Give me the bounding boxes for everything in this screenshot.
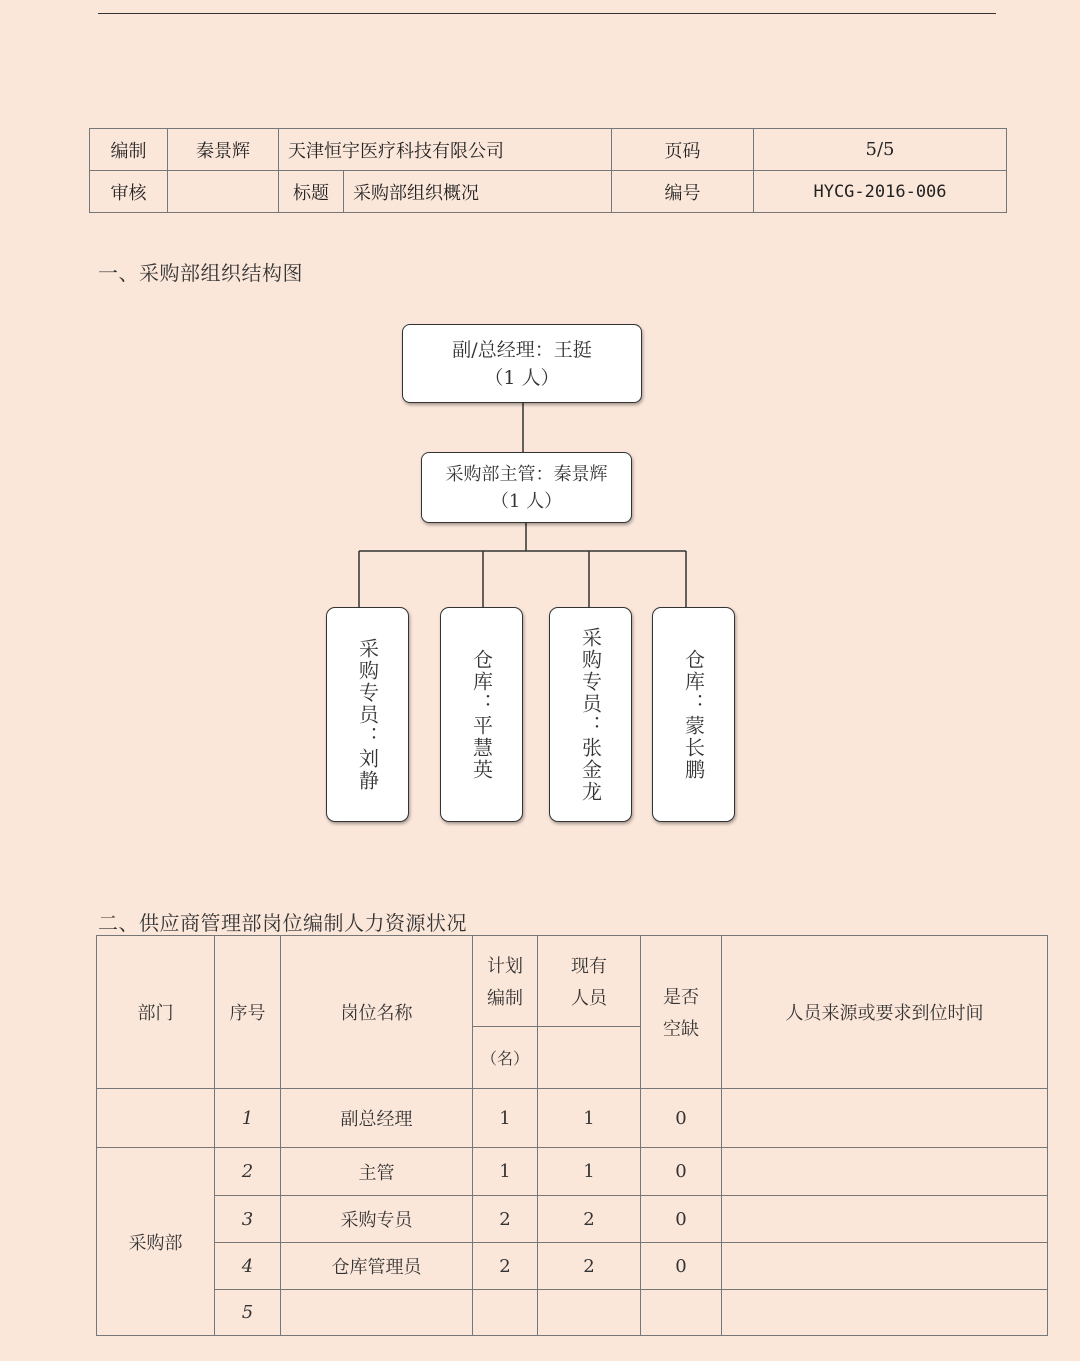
seq-cell: 3 xyxy=(215,1196,281,1243)
org-box-purchasing-manager-count: （1 人） xyxy=(490,490,563,512)
vacant-cell: 0 xyxy=(641,1196,722,1243)
header-vacant xyxy=(641,936,722,1089)
header-seq: 序号 xyxy=(215,936,281,1089)
dept-cell-empty xyxy=(97,1089,215,1148)
org-box-general-manager-name: 副/总经理：王挺 xyxy=(452,338,592,361)
header-dept: 部门 xyxy=(97,936,215,1089)
header-current-line1: 现有 xyxy=(571,956,607,977)
title-value: 采购部组织概况 xyxy=(344,171,612,213)
position-cell xyxy=(281,1290,473,1336)
staffing-table xyxy=(96,935,1048,1336)
org-box-purchasing-manager-name: 采购部主管：秦景辉 xyxy=(445,463,608,485)
table-row xyxy=(97,1243,1048,1290)
org-box-purchasing-manager xyxy=(421,452,632,523)
header-vacant-line1: 是否 xyxy=(663,987,699,1008)
title-label: 标题 xyxy=(279,171,344,213)
position-cell: 主管 xyxy=(281,1148,473,1196)
table-row xyxy=(97,1148,1048,1196)
review-label: 审核 xyxy=(90,171,168,213)
header-vacant-line2: 空缺 xyxy=(663,1019,699,1040)
org-box-general-manager xyxy=(402,324,642,403)
table-row xyxy=(97,1196,1048,1243)
org-box-staff-3 xyxy=(549,607,632,822)
page-value: 5/5 xyxy=(754,129,1007,171)
org-box-staff-1 xyxy=(326,607,409,822)
header-planned-line2: 编制 xyxy=(487,988,523,1009)
top-rule xyxy=(98,13,996,14)
org-box-general-manager-count: （1 人） xyxy=(484,366,560,389)
header-planned-unit: （名） xyxy=(473,1027,538,1089)
header-position: 岗位名称 xyxy=(281,936,473,1089)
number-value: HYCG-2016-006 xyxy=(754,171,1007,213)
header-planned-line1: 计划 xyxy=(487,956,523,977)
current-cell: 1 xyxy=(538,1089,641,1148)
position-cell: 副总经理 xyxy=(281,1089,473,1148)
header-row-1 xyxy=(90,129,1007,171)
planned-cell: 1 xyxy=(473,1089,538,1148)
org-box-staff-2-label: 仓库：平慧英 xyxy=(469,648,494,781)
position-cell: 采购专员 xyxy=(281,1196,473,1243)
company-name: 天津恒宇医疗科技有限公司 xyxy=(279,129,612,171)
org-box-staff-2 xyxy=(440,607,523,822)
number-label: 编号 xyxy=(612,171,754,213)
header-current-line2: 人员 xyxy=(571,988,607,1009)
document-header-table xyxy=(89,128,1007,213)
dept-cell-purchasing: 采购部 xyxy=(97,1148,215,1336)
planned-cell: 2 xyxy=(473,1243,538,1290)
source-cell xyxy=(722,1290,1048,1336)
vacant-cell: 0 xyxy=(641,1243,722,1290)
seq-cell: 2 xyxy=(215,1148,281,1196)
current-cell: 2 xyxy=(538,1196,641,1243)
compile-label: 编制 xyxy=(90,129,168,171)
org-box-staff-1-label: 采购专员：刘静 xyxy=(355,637,380,792)
page-label: 页码 xyxy=(612,129,754,171)
header-current-blank xyxy=(538,1027,641,1089)
source-cell xyxy=(722,1243,1048,1290)
planned-cell: 1 xyxy=(473,1148,538,1196)
vacant-cell: 0 xyxy=(641,1089,722,1148)
header-row-2 xyxy=(90,171,1007,213)
table-row xyxy=(97,1089,1048,1148)
position-cell: 仓库管理员 xyxy=(281,1243,473,1290)
compile-value: 秦景辉 xyxy=(168,129,279,171)
planned-cell: 2 xyxy=(473,1196,538,1243)
table-header-row xyxy=(97,936,1048,1027)
vacant-cell xyxy=(641,1290,722,1336)
source-cell xyxy=(722,1089,1048,1148)
review-value xyxy=(168,171,279,213)
source-cell xyxy=(722,1148,1048,1196)
seq-cell: 5 xyxy=(215,1290,281,1336)
seq-cell: 1 xyxy=(215,1089,281,1148)
current-cell: 1 xyxy=(538,1148,641,1196)
header-planned xyxy=(473,936,538,1027)
section-heading-org-chart: 一、采购部组织结构图 xyxy=(98,261,303,285)
current-cell: 2 xyxy=(538,1243,641,1290)
org-box-staff-4 xyxy=(652,607,735,822)
planned-cell xyxy=(473,1290,538,1336)
vacant-cell: 0 xyxy=(641,1148,722,1196)
table-row xyxy=(97,1290,1048,1336)
seq-cell: 4 xyxy=(215,1243,281,1290)
org-box-staff-3-label: 采购专员：张金龙 xyxy=(578,626,603,803)
header-current xyxy=(538,936,641,1027)
org-box-staff-4-label: 仓库：蒙长鹏 xyxy=(681,648,706,781)
current-cell xyxy=(538,1290,641,1336)
section-heading-staffing: 二、供应商管理部岗位编制人力资源状况 xyxy=(98,911,467,935)
source-cell xyxy=(722,1196,1048,1243)
header-source: 人员来源或要求到位时间 xyxy=(722,936,1048,1089)
